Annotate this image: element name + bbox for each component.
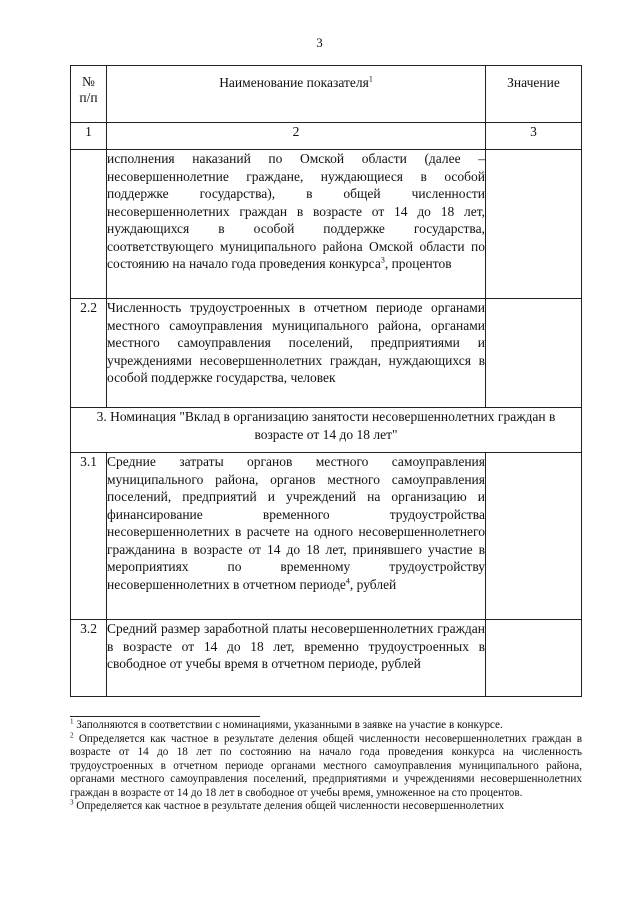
table-row xyxy=(71,453,582,620)
page-number: 3 xyxy=(316,35,323,50)
nomination-row xyxy=(71,408,582,453)
row-value xyxy=(486,299,582,408)
row-indicator-text: Средний размер заработной платы несовершеннолетних граждан в возрасте от 14 до 18 лет, временно трудоустроенных в свободное от учебы время в отчетном периоде, рублей xyxy=(107,620,486,697)
row-text: Средние затраты органов местного самоуправления муниципального района, органов местного самоуправления поселений, предприятий и учреждений на организацию и финансирование временного трудоустройства несовершеннолетних в расчете на одного несовершеннолетнего гражданина в возрасте от 14 до 18 лет, принявшего участие в мероприятиях по временному трудоустройству несовершеннолетних в отчетном периоде xyxy=(107,454,485,592)
footnote-text: Заполняются в соответствии с номинациями, указанными в заявке на участие в конкурсе. xyxy=(76,719,503,731)
row-text-tail: , процентов xyxy=(384,256,452,271)
footnotes xyxy=(70,719,582,814)
row-indicator-text xyxy=(107,453,486,620)
header-number-cell xyxy=(71,66,107,123)
table-header-row xyxy=(71,66,582,123)
footnote-1 xyxy=(70,719,582,733)
footnote-text: Определяется как частное в результате деления общей численности несовершеннолетних граждан в возрасте от 14 до 18 лет по состоянию на начало года проведения конкурса на численность трудоустроенных в отчетном периоде органами местного самоуправления муниципального района, органами местного самоуправления поселений, предприятиями и учреждениями несовершеннолетних граждан в возрасте от 14 до 18 лет в свободное от учебы время, умноженное на сто процентов. xyxy=(70,732,583,799)
footnote-mark: 2 xyxy=(70,730,74,739)
column-index-2: 2 xyxy=(107,123,486,150)
column-index-1: 1 xyxy=(71,123,107,150)
row-footnote-mark: 4 xyxy=(345,576,350,585)
footnote-mark: 3 xyxy=(70,798,74,807)
row-indicator-text: Численность трудоустроенных в отчетном периоде органами местного самоуправления муниципального района, органами местного самоуправления поселений, предприятиями и учреждениями несовершеннолетних граждан, нуждающихся в особой поддержке государства, человек xyxy=(107,299,486,408)
table-row xyxy=(71,150,582,299)
row-value xyxy=(486,453,582,620)
header-number-line1: № xyxy=(82,74,95,89)
row-number: 2.2 xyxy=(71,299,107,408)
row-footnote-mark: 3 xyxy=(380,255,385,265)
table-row xyxy=(71,620,582,697)
header-number-line2: п/п xyxy=(79,90,98,105)
row-text-tail: , рублей xyxy=(349,576,397,592)
table-row xyxy=(71,299,582,408)
footnote-separator xyxy=(70,716,260,717)
row-number xyxy=(71,150,107,299)
header-name-footnote-mark: 1 xyxy=(368,74,373,84)
row-number: 3.1 xyxy=(71,453,107,620)
footnote-mark: 1 xyxy=(70,717,74,726)
column-index-row xyxy=(71,123,582,150)
header-value-cell: Значение xyxy=(486,66,582,123)
row-indicator-text xyxy=(107,150,486,299)
footnote-text: Определяется как частное в результате деления общей численности несовершеннолетних xyxy=(76,800,505,812)
row-value xyxy=(486,620,582,697)
header-name-cell xyxy=(107,66,486,123)
footnote-2 xyxy=(70,730,583,801)
row-value xyxy=(486,150,582,299)
column-index-3: 3 xyxy=(486,123,582,150)
header-name: Наименование показателя xyxy=(219,75,369,90)
footnote-3 xyxy=(70,800,582,814)
nomination-title: 3. Номинация "Вклад в организацию занятости несовершеннолетних граждан в возрасте от 14 до 18 лет" xyxy=(71,408,582,453)
row-text: исполнения наказаний по Омской области (далее – несовершеннолетние граждане, нуждающиеся в особой поддержке государства), в общей численности несовершеннолетних граждан в возрасте от 14 до 18 лет, нуждающихся в особой поддержке государства, соответствующего муниципального района Омской области по состоянию на начало года проведения конкурса xyxy=(107,151,485,271)
indicators-table xyxy=(70,65,582,697)
row-number: 3.2 xyxy=(71,620,107,697)
